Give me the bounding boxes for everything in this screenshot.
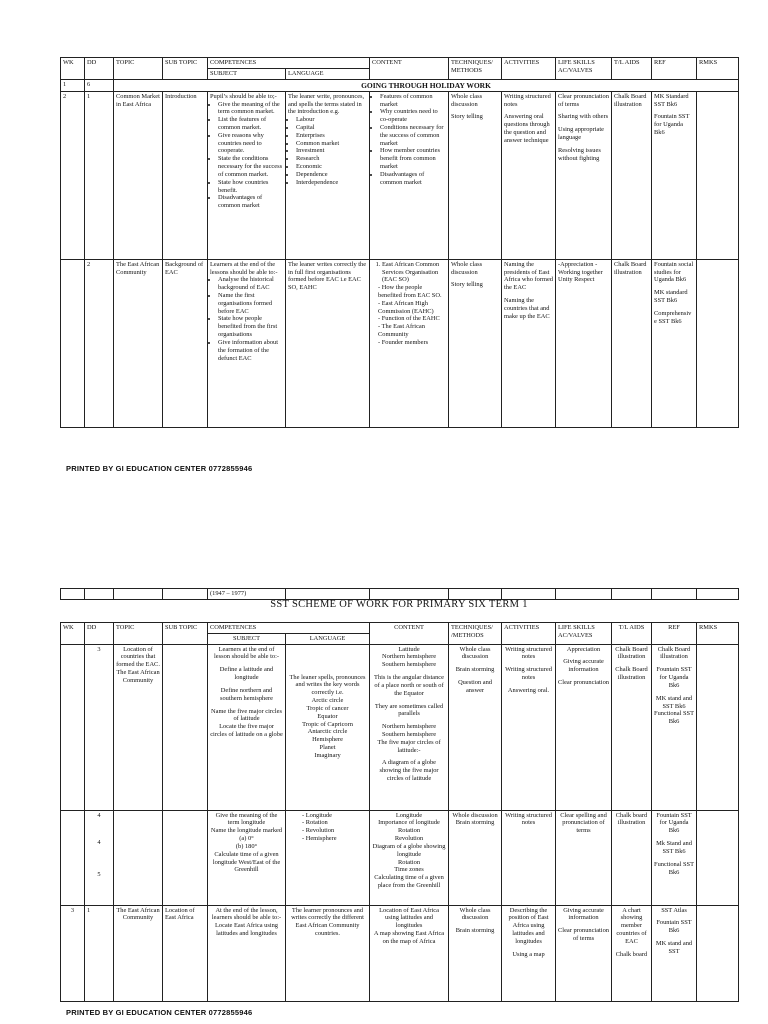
header-techniques: TECHNIQUES/ /METHODS xyxy=(449,623,502,645)
list-item: Rotation xyxy=(398,827,421,835)
cell-techniques xyxy=(449,810,502,905)
header-language: LANGUAGE xyxy=(286,68,370,79)
header-competences: COMPETENCES xyxy=(208,623,370,634)
cell-subtopic: Introduction xyxy=(163,91,208,259)
subject-line: Learners at the end of lesson should be able to:- xyxy=(214,645,279,661)
cell-wk: 2 xyxy=(61,91,85,259)
technique: Whole class discussion xyxy=(451,260,483,276)
header-wk: WK xyxy=(61,58,85,80)
list-item: - Function of the EAHC xyxy=(378,315,446,323)
header-competences: COMPETENCES xyxy=(208,58,370,69)
holiday-banner: GOING THROUGH HOLIDAY WORK xyxy=(114,79,739,91)
day-number: 4 xyxy=(97,811,101,819)
cell-life-skills xyxy=(556,91,612,259)
reference: Comprehensive SST Bk6 xyxy=(654,309,692,325)
activity: Writing structured notes xyxy=(505,666,552,682)
scheme-table-bottom xyxy=(60,622,739,1002)
cell-language xyxy=(286,644,370,810)
header-rmks: RMKS xyxy=(697,58,739,80)
header-activities: ACTIVITIES xyxy=(502,58,556,80)
life-skill: Giving accurate information xyxy=(563,906,604,922)
activity: Naming the countries that and make up the EAC xyxy=(504,297,550,320)
tl-aid: Chalk board xyxy=(615,950,648,958)
cell-content xyxy=(370,905,449,1001)
technique: Brain storming xyxy=(455,666,495,674)
cell-subtopic xyxy=(163,644,208,810)
cell-content xyxy=(370,91,449,259)
cell-activities: Writing structured notes xyxy=(502,810,556,905)
cell-rmks xyxy=(697,644,739,810)
life-skill: Sharing with others xyxy=(558,113,609,121)
list-item: Northern hemisphere xyxy=(381,723,437,731)
list-item: • Features of common market xyxy=(380,93,446,109)
tl-aid: Chalk Board illustration xyxy=(615,666,648,682)
list-item: Antarctic circle xyxy=(307,728,348,736)
cell-subtopic: Background of EAC xyxy=(163,259,208,427)
list-item: 1. East African Common Services Organisation (EAC SO) xyxy=(382,261,446,284)
list-item: Calculating time of a given place from the Greenhill xyxy=(374,874,444,889)
list-item: • Disadvantages of common market xyxy=(380,171,446,187)
life-skill: Giving accurate information xyxy=(563,658,604,674)
scheme-table-top xyxy=(60,57,739,428)
cell-techniques xyxy=(449,259,502,427)
list-item: Imaginary xyxy=(314,751,341,759)
cell-topic: The East African Community xyxy=(114,905,163,1001)
subject-line: Name the longitude marked xyxy=(210,827,283,835)
reference: Chalk Board illustration xyxy=(657,645,691,661)
reference: MK stand and SST xyxy=(655,940,693,955)
content-line: Northern hemisphere xyxy=(381,653,437,661)
cell-dd: 1 xyxy=(85,91,114,259)
cell-ref xyxy=(652,91,697,259)
list-item: Rotation xyxy=(398,858,421,866)
year-range: (1947 – 1977) xyxy=(208,589,286,600)
cell-tl-aids xyxy=(612,905,652,1001)
header-dd: DD xyxy=(85,623,114,645)
cell-dd: 1 xyxy=(85,905,114,1001)
header-ref: REF xyxy=(652,58,697,80)
header-techniques: TECHNIQUES/ METHODS xyxy=(449,58,502,80)
cell-life-skills xyxy=(556,644,612,810)
life-skill: Using appropriate language xyxy=(558,126,604,142)
technique: Brain storming xyxy=(455,819,495,827)
list-item: • Dependence xyxy=(296,171,367,179)
activity: Describing the position of East Africa using latitudes and longitudes xyxy=(508,906,549,945)
cell-subtopic xyxy=(163,810,208,905)
list-item: Southern hemisphere xyxy=(381,730,437,738)
technique: Whole class discussion xyxy=(459,906,491,922)
list-item: • State the conditions necessary for the success of common market. xyxy=(218,155,283,178)
reference: Fountain SST for Uganda Bk6 xyxy=(656,666,692,689)
list-item: • Enterprises xyxy=(296,132,367,140)
technique: Story telling xyxy=(451,281,483,289)
list-item: Hemisphere xyxy=(312,736,343,744)
content-line: Southern hemisphere xyxy=(381,661,437,669)
list-item: • Give the meaning of the term common market. xyxy=(218,101,283,117)
header-subtopic: SUB TOPIC xyxy=(163,58,208,80)
list-item: Planet xyxy=(319,743,336,751)
reference: MK standard SST Bk6 xyxy=(654,289,688,305)
list-item: • List the features of common market. xyxy=(218,116,283,132)
cell-ref xyxy=(652,644,697,810)
cell-subject xyxy=(208,91,286,259)
list-item: Time zones xyxy=(394,866,424,874)
header-subject: SUBJECT xyxy=(208,68,286,79)
list-item: • Give reasons why countries need to cooperate. xyxy=(218,132,283,155)
cell-topic: The East African Community xyxy=(114,259,163,427)
cell-content xyxy=(370,644,449,810)
cell-rmks xyxy=(697,905,739,1001)
subject-line: Name the five major circles of latitude xyxy=(211,707,282,723)
cell-techniques xyxy=(449,644,502,810)
cell-tl-aids: Chalk Board illustration xyxy=(612,259,652,427)
technique: Story telling xyxy=(451,113,483,121)
list-item: Diagram of a globe showing longitude xyxy=(372,842,446,858)
subject-line: Calculate time of a given longitude West/East of the Greenhill xyxy=(212,850,281,874)
technique: Question and answer xyxy=(458,679,492,694)
cell-activities xyxy=(502,91,556,259)
header-life-skills: LIFE SKILLS AC/VALVES xyxy=(556,623,612,645)
header-dd: DD xyxy=(85,58,114,80)
subject-line: At the end of the lesson, learners should be able to:- xyxy=(211,906,282,922)
header-topic: TOPIC xyxy=(114,58,163,80)
activity: Using a map xyxy=(512,950,545,958)
list-item: - Hemisphere xyxy=(302,835,367,843)
subject-intro: Pupil’s should be able to;- xyxy=(210,92,277,100)
tl-aid: Chalk Board illustration xyxy=(615,645,648,661)
cell-dd: 6 xyxy=(85,79,114,91)
cell-life-skills: -Appreciation -Working together Unity Respect xyxy=(556,259,612,427)
header-rmks: RMKS xyxy=(697,623,739,645)
cell-language xyxy=(286,810,370,905)
cell-subject xyxy=(208,259,286,427)
subject-line: Locate East Africa using latitudes and longitudes xyxy=(215,922,278,938)
subject-line: Define a latitude and longitude xyxy=(219,666,274,682)
cell-content xyxy=(370,810,449,905)
cell-tl-aids xyxy=(612,644,652,810)
cell-subject xyxy=(208,644,286,810)
reference: Fountain social studies for Uganda Bk6 xyxy=(654,260,694,284)
cell-wk xyxy=(61,810,85,905)
cell-activities xyxy=(502,905,556,1001)
list-item: • Give information about the formation of the defunct EAC xyxy=(218,339,283,362)
list-item: - Rotation xyxy=(302,819,367,827)
header-wk: WK xyxy=(61,623,85,645)
cell-life-skills: Clear spelling and pronunciation of terms xyxy=(556,810,612,905)
cell-dd: 3 xyxy=(85,644,114,810)
content-line: They are sometimes called parallels xyxy=(374,702,444,718)
reference: MK stand and SST Bk6 xyxy=(655,694,693,710)
cell-subject xyxy=(208,905,286,1001)
list-item: - Founder members xyxy=(378,339,446,347)
content-line: A diagram of a globe showing the five major circles of latitude xyxy=(379,759,439,782)
cell-language xyxy=(286,91,370,259)
reference: SST Atlas xyxy=(661,906,687,914)
header-tl-aids: T/L AIDS xyxy=(612,623,652,645)
list-item: - Longitude xyxy=(302,812,367,820)
activity: Naming the presidents of East Africa who formed the EAC xyxy=(504,260,553,292)
reference: Fountain SST Bk6 xyxy=(656,919,692,935)
day-number: 5 xyxy=(97,871,101,879)
list-item: - Revolution xyxy=(302,827,367,835)
subject-line: Locate the five major circles of latitude on a globe xyxy=(210,723,283,738)
activity: Answering oral questions through the question and answer technique xyxy=(504,113,550,144)
list-item: • Conditions necessary for the success of common market xyxy=(380,124,446,147)
header-tl-aids: T/L AIDS xyxy=(612,58,652,80)
technique: Brain storming xyxy=(455,927,495,935)
content-line: A map showing East Africa on the map of Africa xyxy=(373,930,445,945)
cell-rmks xyxy=(697,259,739,427)
header-content: CONTENT xyxy=(370,623,449,645)
subject-line: (a) 0° xyxy=(239,835,254,843)
cell-ref xyxy=(652,259,697,427)
header-subject: SUBJECT xyxy=(208,633,286,644)
content-line: This is the angular distance of a place north or south of the Equator xyxy=(374,674,444,697)
cell-topic: Location of countries that formed the EAC. The East African Community xyxy=(114,644,163,810)
printer-footer: PRINTED BY GI EDUCATION CENTER 0772855946 xyxy=(66,1008,253,1017)
reference: Functional SST Bk6 xyxy=(654,710,694,726)
list-item: - How the people benefited from EAC SO. xyxy=(378,284,446,300)
cell-subject xyxy=(208,810,286,905)
life-skill: Appreciation xyxy=(566,645,601,653)
reference: Mk Stand and SST Bk6 xyxy=(656,840,692,855)
content-line: Location of East Africa using latitudes and longitudes xyxy=(379,906,439,930)
activity: Writing structured notes xyxy=(504,92,551,108)
list-item: • Research xyxy=(296,155,367,163)
content-line: Latitude xyxy=(398,645,420,653)
reference: Fountain SST for Uganda Bk6 xyxy=(654,113,690,137)
header-content: CONTENT xyxy=(370,58,449,80)
list-item: Revolution xyxy=(394,835,424,843)
list-item: • State how countries benefit. xyxy=(218,179,283,195)
technique: Whole class discussion xyxy=(459,645,491,661)
technique: Whole discussion xyxy=(452,811,498,819)
list-item: - East African High Commission (EAHC) xyxy=(378,300,446,316)
reference: Functional SST Bk6 xyxy=(654,860,694,876)
cell-wk: 1 xyxy=(61,79,85,91)
list-item: Importance of longitude xyxy=(378,819,440,827)
printer-footer: PRINTED BY GI EDUCATION CENTER 0772855946 xyxy=(66,464,253,473)
list-item: Tropic of cancer xyxy=(306,704,349,712)
page-title: SST SCHEME OF WORK FOR PRIMARY SIX TERM 1 xyxy=(270,599,528,610)
cell-tl-aids: Chalk Board illustration xyxy=(612,91,652,259)
activity: Writing structured notes xyxy=(505,645,552,661)
header-ref: REF xyxy=(652,623,697,645)
cell-dd xyxy=(85,810,114,905)
technique: Whole class discussion xyxy=(451,92,483,108)
cell-language: The leaner writes correctly the in full first organisations formed before EAC i.e EAC SO, EAHC xyxy=(286,259,370,427)
subject-line: (b) 180° xyxy=(235,842,258,850)
list-item: • Common market xyxy=(296,140,367,148)
tl-aid: A chart showing member countries of EAC xyxy=(616,906,647,945)
cell-language: The learner pronounces and writes correctly the different East African Community countries. xyxy=(286,905,370,1001)
cell-ref xyxy=(652,905,697,1001)
list-item: • Capital xyxy=(296,124,367,132)
cell-rmks xyxy=(697,91,739,259)
life-skill: Clear pronunciation xyxy=(558,679,609,687)
cell-topic xyxy=(114,810,163,905)
list-item: Equator xyxy=(317,712,338,720)
reference: MK Standard SST Bk6 xyxy=(654,92,689,108)
subject-line: Give the meaning of the term longitude xyxy=(215,811,278,827)
cell-subtopic: Location of East Africa xyxy=(163,905,208,1001)
cell-activities xyxy=(502,644,556,810)
language-intro: The leaner write, pronounces, and spells the terms stated in the introduction e.g. xyxy=(288,92,365,116)
list-item: • Investment xyxy=(296,147,367,155)
list-item: • Interdependence xyxy=(296,179,367,187)
list-item: • Labour xyxy=(296,116,367,124)
list-item: - The East African Community xyxy=(378,323,446,339)
list-item: • How member countries benefit from common market xyxy=(380,147,446,170)
life-skill: Clear pronunciation of terms xyxy=(558,927,609,943)
cell-life-skills xyxy=(556,905,612,1001)
life-skill: Clear pronunciation of terms xyxy=(558,92,609,108)
cell-content xyxy=(370,259,449,427)
cell-tl-aids: Chalk board illustration xyxy=(612,810,652,905)
list-item: • Why countries need to co-operate xyxy=(380,108,446,124)
cell-wk xyxy=(61,644,85,810)
list-item: Arctic circle xyxy=(311,697,344,705)
header-subtopic: SUB TOPIC xyxy=(163,623,208,645)
list-item: Tropic of Capricorn xyxy=(302,720,353,728)
cell-techniques xyxy=(449,905,502,1001)
cell-activities xyxy=(502,259,556,427)
cell-techniques xyxy=(449,91,502,259)
content-line: Longitude xyxy=(395,811,423,819)
list-item: • Analyse the historical background of EAC xyxy=(218,276,283,292)
list-item: • State how people benefited from the first organisations xyxy=(218,315,283,338)
subject-intro: Learners at the end of the lessons should be able to:- xyxy=(210,260,278,276)
cell-dd: 2 xyxy=(85,259,114,427)
list-item: • Economic xyxy=(296,163,367,171)
header-language: LANGUAGE xyxy=(286,633,370,644)
subject-line: Define northern and southern hemisphere xyxy=(219,686,274,702)
list-item: The five major circles of latitude:- xyxy=(377,738,441,754)
activity: Answering oral. xyxy=(507,686,550,694)
cell-topic: Common Market in East Africa xyxy=(114,91,163,259)
header-life-skills: LIFE SKILLS AC/VALVES xyxy=(556,58,612,80)
language-intro: The leaner spells, pronounces and writes the key words correctly i.e. xyxy=(289,673,366,697)
list-item: • Disadvantages of common market xyxy=(218,194,283,210)
header-activities: ACTIVITIES xyxy=(502,623,556,645)
cell-wk: 3 xyxy=(61,905,85,1001)
life-skill: Resolving issues without fighting xyxy=(558,146,601,162)
reference: Fountain SST for Uganda Bk6 xyxy=(656,811,692,835)
cell-rmks xyxy=(697,810,739,905)
header-topic: TOPIC xyxy=(114,623,163,645)
day-number: 4 xyxy=(97,839,101,847)
cell-ref xyxy=(652,810,697,905)
list-item: • Name the first organisations formed before EAC xyxy=(218,292,283,315)
cell-wk xyxy=(61,259,85,427)
